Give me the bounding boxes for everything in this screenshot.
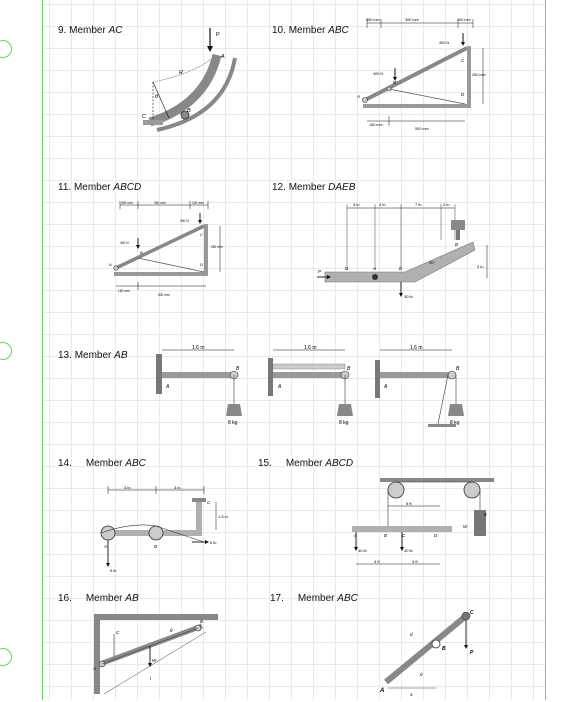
figure-14 [92,480,232,580]
cylinder-block [451,220,465,230]
problem-12-label: 12. Member DAEB [272,182,356,193]
svg-text:A: A [384,384,388,390]
svg-text:400 N: 400 N [439,41,450,45]
member-ABC [386,616,466,682]
svg-text:5 lb: 5 lb [110,568,117,573]
svg-text:d: d [410,632,413,637]
svg-text:D: D [434,533,438,538]
figure-9 [135,20,245,135]
label-A: A [221,54,225,60]
svg-text:400 N: 400 N [180,219,189,223]
svg-text:40 lb: 40 lb [404,548,413,553]
svg-text:100 mm: 100 mm [192,201,204,205]
svg-text:A: A [354,533,358,538]
figure-17 [380,602,500,700]
figure-13 [150,342,480,434]
svg-text:250 mm: 250 mm [211,245,223,249]
svg-text:A: A [357,94,361,99]
svg-text:C: C [402,533,406,538]
svg-text:3 in.: 3 in. [477,264,485,269]
problem-13-label: 13. Member AB [58,350,128,361]
problem-11-label: 11. Member ABCD [58,182,142,193]
problem-16-label: 16. Member AB [58,593,139,604]
svg-text:300 mm: 300 mm [405,18,419,22]
svg-text:B: B [455,242,459,247]
svg-text:40 lb: 40 lb [358,548,367,553]
variant-2 [268,345,353,426]
svg-text:4 in.: 4 in. [379,202,387,207]
svg-text:C: C [470,610,474,616]
label-C: C [142,114,146,120]
svg-text:A: A [104,544,108,549]
svg-text:B: B [140,250,143,255]
svg-text:30 lb: 30 lb [404,294,413,299]
svg-text:8 kg: 8 kg [450,420,460,426]
problem-14-label: 14. Member ABC [58,458,146,469]
label-theta: θ [155,94,158,100]
svg-text:5 lb: 5 lb [210,540,217,545]
svg-text:B: B [384,533,388,538]
svg-text:B: B [200,619,204,624]
member-ABCD [352,526,452,532]
svg-text:θ: θ [170,628,173,633]
svg-text:1.6 m: 1.6 m [304,345,317,351]
member-ABCD [116,226,204,268]
label-R: R [179,70,183,76]
figure-12 [315,200,505,305]
svg-text:3 in.: 3 in. [174,485,182,490]
figure-15 [340,470,500,580]
svg-text:300 mm: 300 mm [121,201,133,205]
svg-text:4 in.: 4 in. [353,202,361,207]
svg-text:B: B [442,646,446,652]
svg-text:250 mm: 250 mm [472,73,486,77]
svg-text:P: P [318,269,322,274]
svg-text:W: W [152,658,157,663]
svg-text:E: E [484,512,488,517]
figure-16 [90,610,230,702]
svg-text:A: A [93,666,97,671]
variant-1 [156,345,242,426]
svg-text:θ: θ [420,672,423,677]
svg-text:A: A [380,688,385,694]
svg-text:E: E [399,266,403,271]
svg-text:C: C [116,630,120,635]
svg-text:8 kg: 8 kg [228,420,238,426]
label-B: B [187,108,191,114]
svg-text:300 mm: 300 mm [154,201,166,205]
svg-text:B: B [154,544,158,549]
svg-text:C: C [461,58,465,63]
svg-text:500 mm: 500 mm [158,293,170,297]
member-DAEB [325,242,475,282]
svg-text:A: A [373,266,377,271]
svg-text:P: P [470,650,474,656]
problem-15-label: 15. Member ABCD [258,458,354,469]
svg-text:A: A [109,262,112,267]
svg-text:A: A [278,384,282,390]
svg-text:100 mm: 100 mm [457,18,471,22]
binder-hole-top [0,40,12,58]
svg-text:7 in.: 7 in. [415,202,423,207]
svg-text:500 mm: 500 mm [415,127,429,131]
figure-10 [355,18,495,138]
support-wall [467,46,471,108]
binder-hole-middle [0,342,12,360]
variant-3 [375,345,464,427]
svg-text:1.6 m: 1.6 m [410,345,423,351]
figure-11 [108,200,238,300]
svg-text:1.6 m: 1.6 m [192,345,205,351]
svg-text:B: B [456,366,460,372]
svg-text:3 in.: 3 in. [124,485,132,490]
svg-text:2 in.: 2 in. [443,202,451,207]
binder-hole-bottom [0,648,12,666]
problem-10-label: 10. Member ABC [272,25,349,36]
svg-text:150 mm: 150 mm [118,289,130,293]
svg-text:D: D [461,92,465,97]
svg-text:D: D [200,262,203,267]
svg-text:400 N: 400 N [373,72,384,76]
label-P: P [216,32,220,38]
support-base [363,104,469,108]
svg-text:B: B [393,80,397,85]
svg-text:150 mm: 150 mm [369,123,383,127]
svg-text:B: B [236,366,240,372]
problem-17-label: 17. Member ABC [270,593,358,604]
svg-text:1.5 in.: 1.5 in. [218,514,229,519]
svg-text:A: A [166,384,170,390]
problem-9-label: 9. Member AC [58,25,123,36]
svg-text:B: B [347,366,351,372]
svg-text:400 N: 400 N [120,241,129,245]
svg-text:4 ft: 4 ft [412,559,418,564]
svg-text:C: C [200,232,203,237]
svg-text:4 ft: 4 ft [374,559,380,564]
svg-text:5 ft: 5 ft [406,501,412,506]
svg-text:l: l [150,676,151,681]
svg-text:8 kg: 8 kg [339,420,349,426]
svg-text:a: a [410,692,413,697]
svg-text:D: D [345,266,349,271]
svg-text:30°: 30° [429,260,436,265]
svg-text:300 mm: 300 mm [366,18,380,22]
svg-text:C: C [207,500,211,505]
svg-text:W: W [463,524,468,529]
